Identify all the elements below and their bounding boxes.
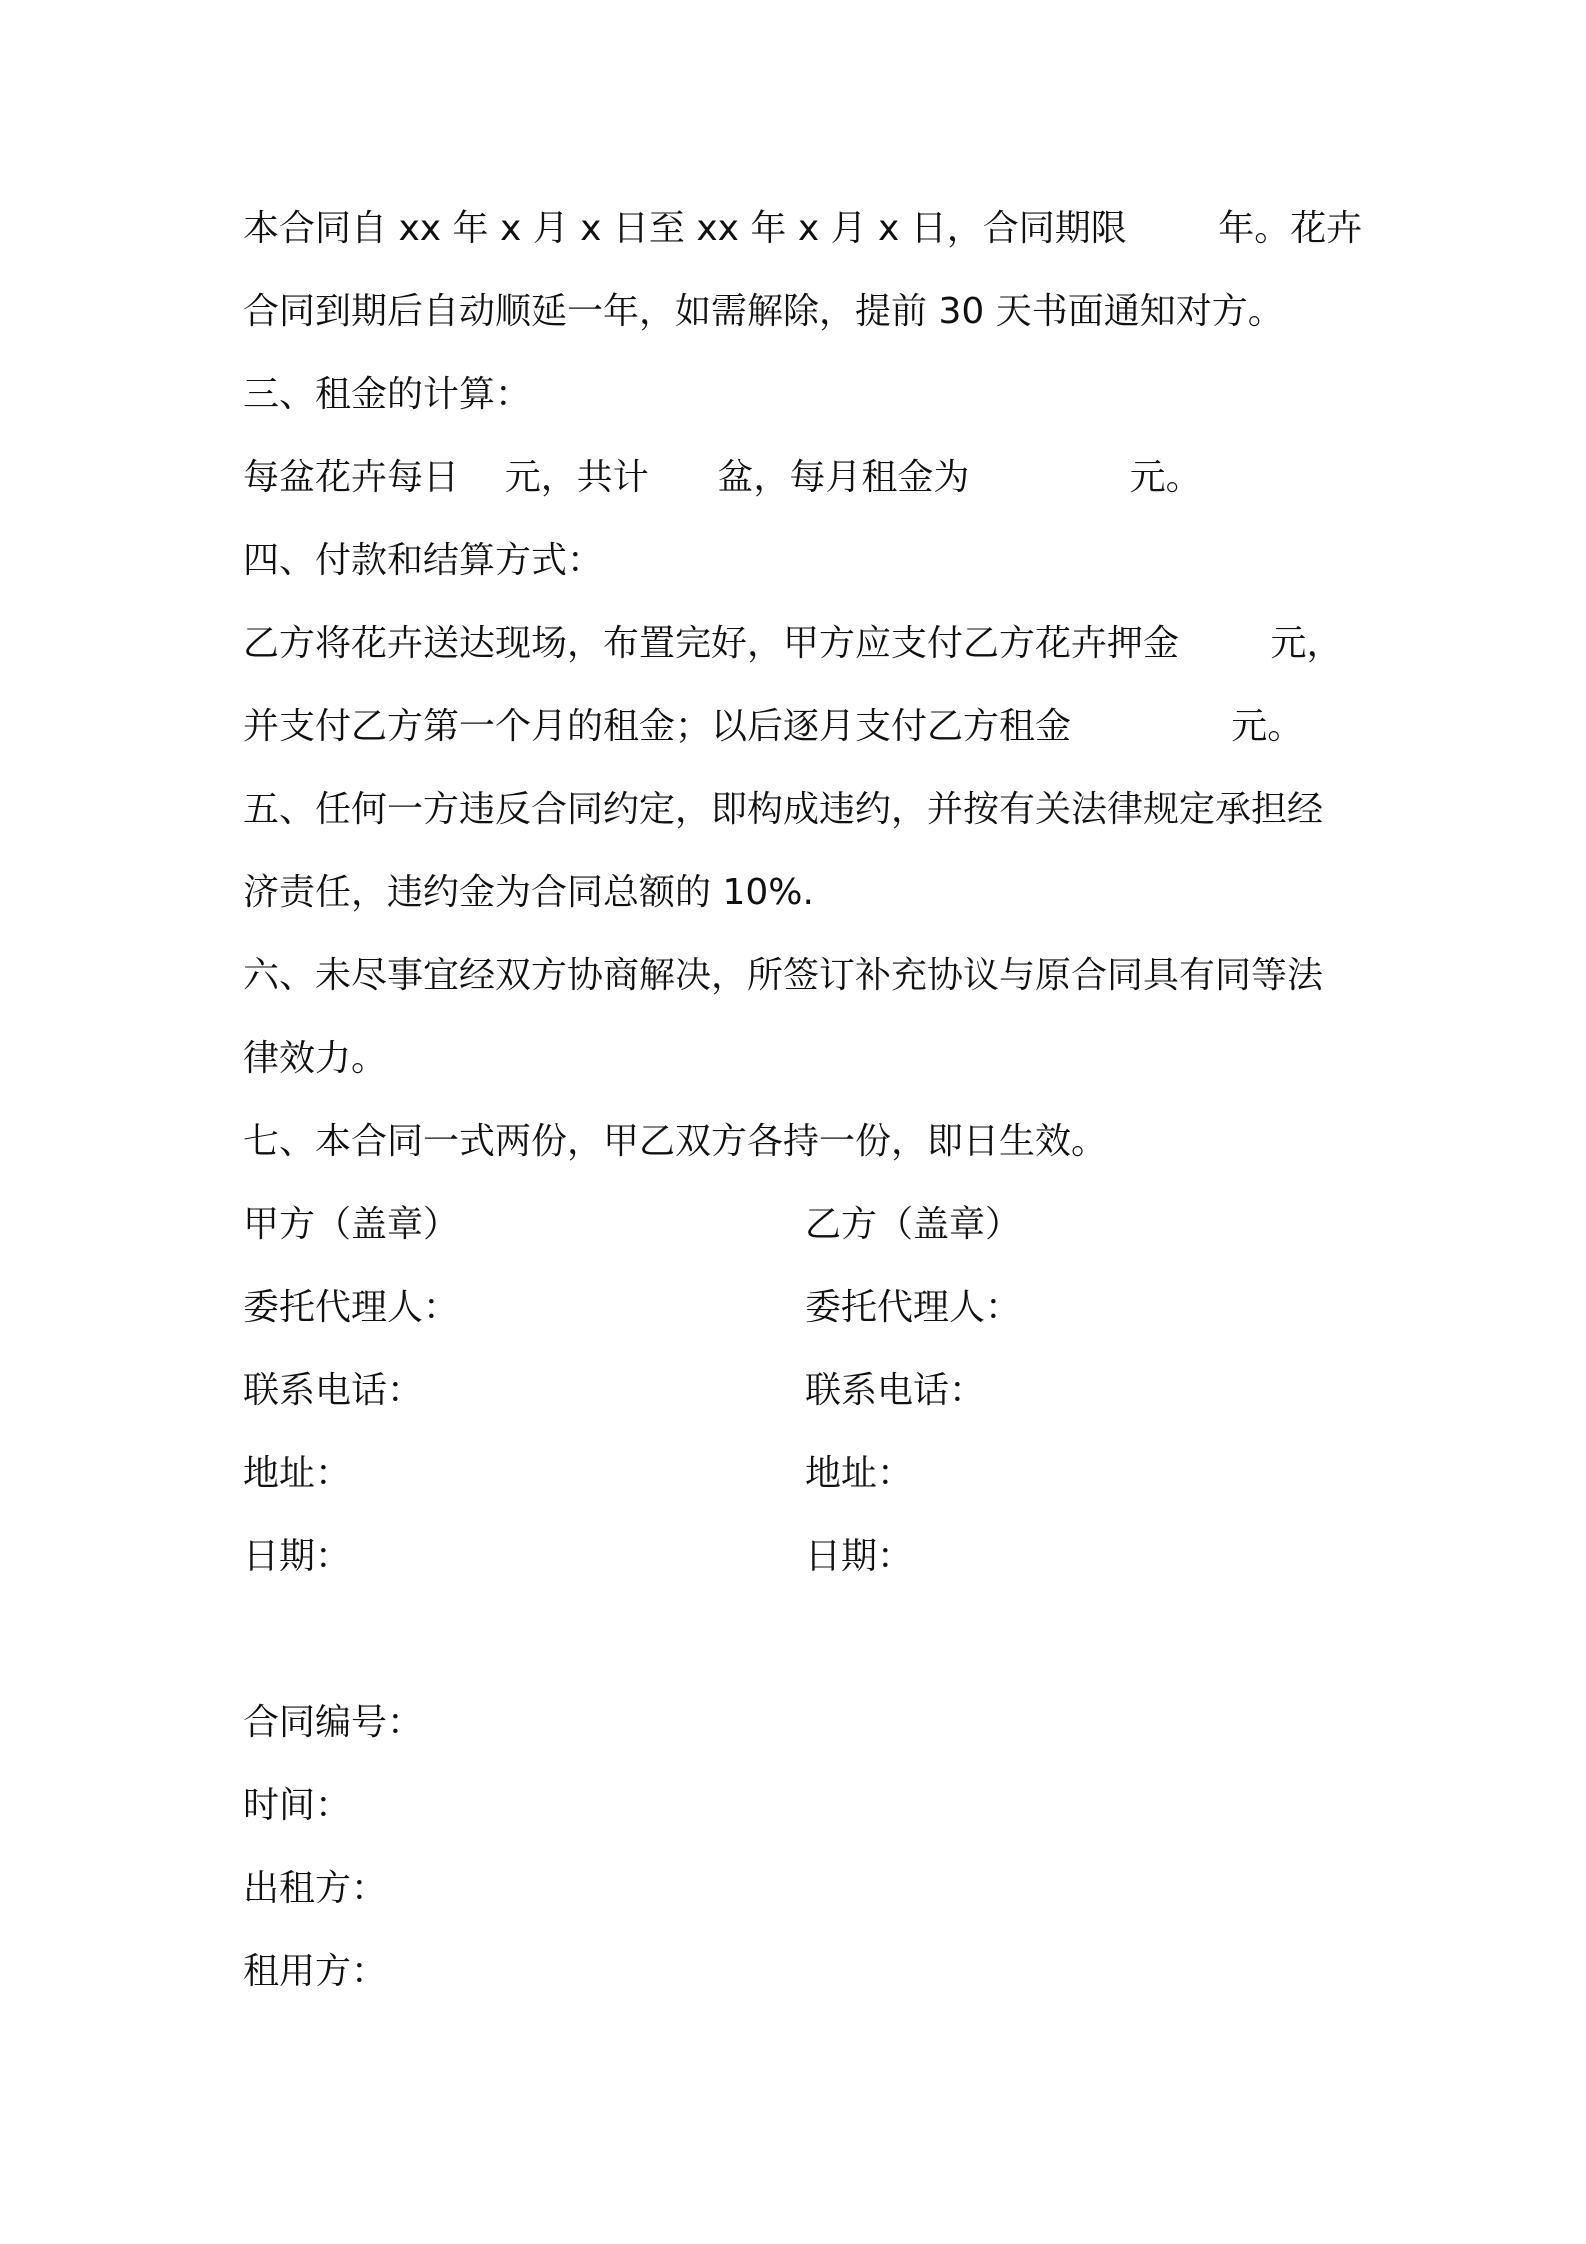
section-3-heading: 三、租金的计算： <box>243 374 532 415</box>
term-clause-line-2: 合同到期后自动顺延一年，如需解除，提前 30 天书面通知对方。 <box>243 291 1284 332</box>
time-label: 时间： <box>243 1785 352 1826</box>
section-5-line-1: 五、任何一方违反合同约定，即构成违约，并按有关法律规定承担经 <box>243 789 1324 830</box>
party-b-date: 日期： <box>805 1536 914 1577</box>
section-4-line-1: 乙方将花卉送达现场，布置完好，甲方应支付乙方花卉押金 元， <box>243 623 1343 664</box>
party-a-address: 地址： <box>243 1453 352 1494</box>
lessor-label: 出租方： <box>243 1868 388 1909</box>
party-a-seal: 甲方（盖章） <box>243 1204 460 1245</box>
section-6-line-1: 六、未尽事宜经双方协商解决，所签订补充协议与原合同具有同等法 <box>243 955 1324 996</box>
party-b-agent: 委托代理人： <box>805 1287 1022 1328</box>
contract-number-label: 合同编号： <box>243 1702 424 1743</box>
party-b-address: 地址： <box>805 1453 914 1494</box>
section-6-line-2: 律效力。 <box>243 1038 388 1079</box>
term-clause-line-1: 本合同自 xx 年 x 月 x 日至 xx 年 x 月 x 日，合同期限 年。花卉 <box>243 208 1363 249</box>
section-4-heading: 四、付款和结算方式： <box>243 540 604 581</box>
party-a-date: 日期： <box>243 1536 352 1577</box>
party-b-seal: 乙方（盖章） <box>805 1204 1022 1245</box>
section-5-line-2: 济责任，违约金为合同总额的 10%. <box>243 872 814 913</box>
party-a-phone: 联系电话： <box>243 1370 424 1411</box>
section-4-line-2: 并支付乙方第一个月的租金；以后逐月支付乙方租金 元。 <box>243 706 1304 747</box>
section-3-body: 每盆花卉每日 元，共计 盆，每月租金为 元。 <box>243 457 1202 498</box>
lessee-label: 租用方： <box>243 1951 388 1992</box>
party-b-phone: 联系电话： <box>805 1370 986 1411</box>
section-7: 七、本合同一式两份，甲乙双方各持一份，即日生效。 <box>243 1121 1108 1162</box>
party-a-agent: 委托代理人： <box>243 1287 460 1328</box>
